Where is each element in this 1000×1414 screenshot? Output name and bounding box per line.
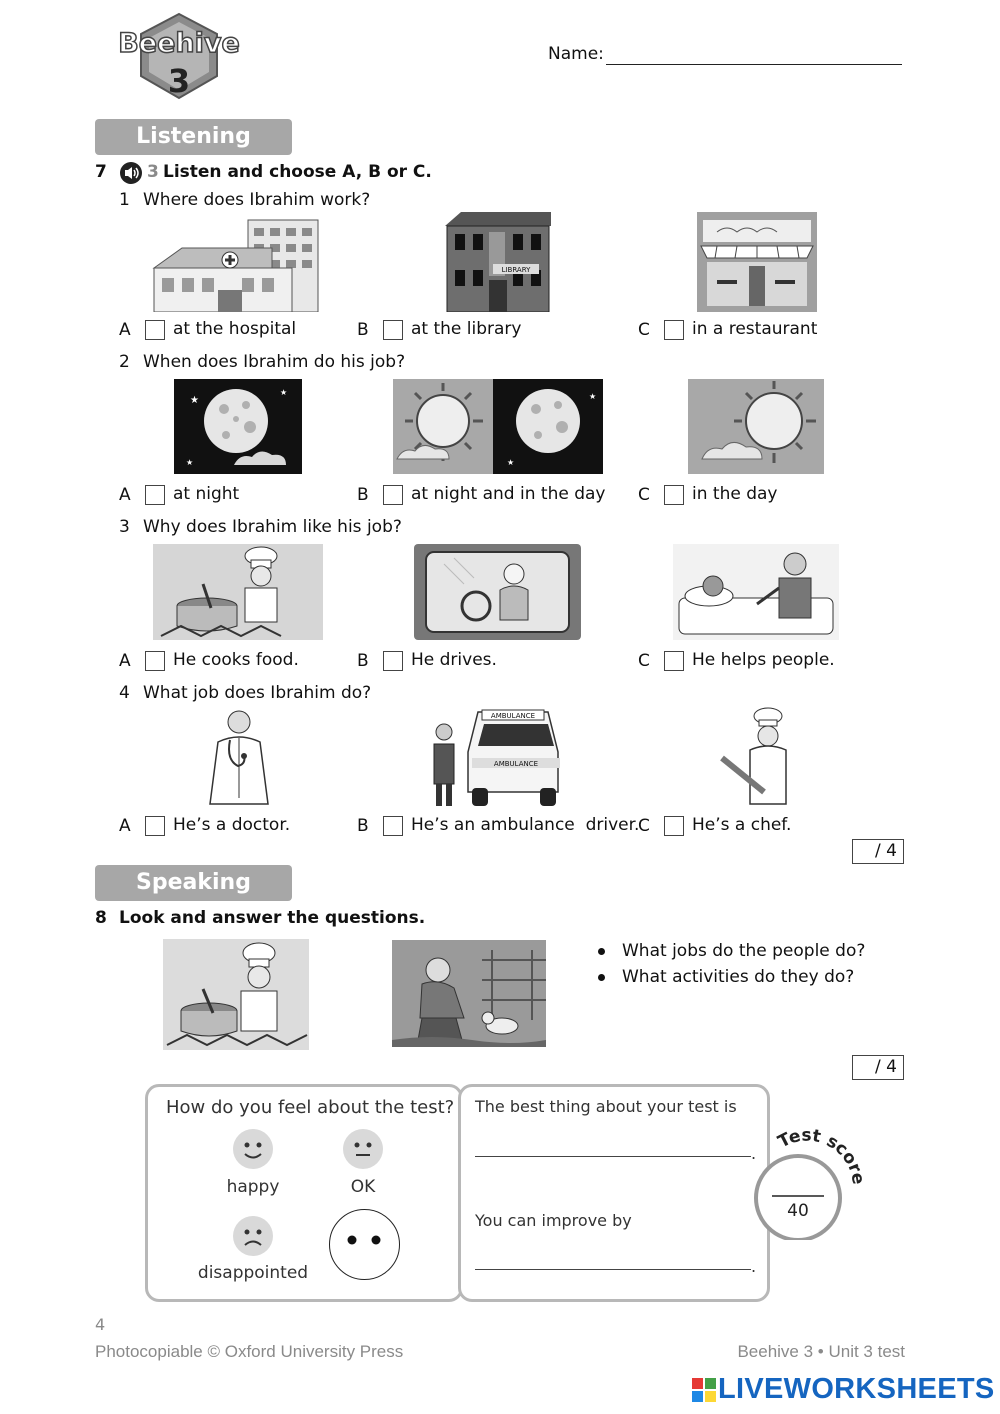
q2-option-a-letter: A <box>119 485 131 505</box>
q2-option-c-checkbox[interactable] <box>664 485 684 505</box>
q2-option-b-letter: B <box>357 485 369 505</box>
svg-text:★: ★ <box>190 395 199 406</box>
test-score-label: Test sco <box>774 1128 861 1169</box>
q3-option-a-checkbox[interactable] <box>145 651 165 671</box>
q4-option-c-letter: C <box>638 816 650 836</box>
library-sign: LIBRARY <box>501 266 531 274</box>
ambulance-roof-sign: AMBULANCE <box>490 712 536 720</box>
bullet-dot <box>598 948 605 955</box>
speaking-farmer-picture <box>392 940 546 1047</box>
q1-option-a-letter: A <box>119 320 131 340</box>
question-3-text: Why does Ibrahim like his job? <box>143 517 402 537</box>
q1-option-b-checkbox[interactable] <box>383 320 403 340</box>
question-2-number: 2 <box>119 352 130 372</box>
q3-option-b-checkbox[interactable] <box>383 651 403 671</box>
q4-option-b-letter: B <box>357 816 369 836</box>
day-and-night-picture <box>393 379 603 474</box>
audio-speaker-icon[interactable] <box>119 161 143 185</box>
q4-option-b-text: He’s an ambulance driver. <box>411 815 640 835</box>
liveworksheets-brand[interactable]: LIVEWORKSHEETS <box>718 1373 995 1405</box>
q2-option-b-checkbox[interactable] <box>383 485 403 505</box>
ambulance-driver-picture <box>432 708 562 808</box>
feelings-title: How do you feel about the test? <box>166 1097 455 1118</box>
logo-number: 3 <box>167 62 191 100</box>
ok-label: OK <box>350 1177 376 1197</box>
chef-cooking-picture <box>153 544 323 640</box>
question-1-text: Where does Ibrahim work? <box>143 190 371 210</box>
q1-option-a-text: at the hospital <box>173 319 297 339</box>
question-3-number: 3 <box>119 517 130 537</box>
q3-option-b-text: He drives. <box>411 650 497 670</box>
q2-option-c-letter: C <box>638 485 650 505</box>
q2-option-a-checkbox[interactable] <box>145 485 165 505</box>
best-thing-label: The best thing about your test is <box>475 1097 737 1116</box>
helping-patient-picture <box>673 544 839 640</box>
q1-option-c-letter: C <box>638 320 650 340</box>
restaurant-picture <box>697 212 817 312</box>
q3-option-c-letter: C <box>638 651 650 671</box>
ambulance-front-sign: AMBULANCE <box>493 760 539 768</box>
q1-option-b-letter: B <box>357 320 369 340</box>
liveworksheets-logo-icon <box>692 1378 716 1402</box>
audio-track-number: 3 <box>147 162 159 182</box>
speaking-chef-picture <box>163 939 309 1050</box>
page-number: 4 <box>95 1315 106 1334</box>
question-2-text: When does Ibrahim do his job? <box>143 352 406 372</box>
improve-line[interactable] <box>475 1269 751 1270</box>
disappointed-label: disappointed <box>197 1263 309 1283</box>
exercise-8-instruction: Look and answer the questions. <box>119 908 426 928</box>
happy-label: happy <box>226 1177 280 1197</box>
q3-option-a-letter: A <box>119 651 131 671</box>
svg-text:★: ★ <box>186 458 194 467</box>
speaking-question-1: What jobs do the people do? <box>622 941 866 961</box>
q3-option-b-letter: B <box>357 651 369 671</box>
q4-option-b-checkbox[interactable] <box>383 816 403 836</box>
beehive-logo <box>113 12 245 102</box>
logo-word: Beehive <box>118 28 240 59</box>
best-thing-line[interactable] <box>475 1156 751 1157</box>
listening-score-box[interactable]: / 4 <box>852 839 904 864</box>
name-label: Name: <box>548 44 604 64</box>
q4-option-a-letter: A <box>119 816 131 836</box>
ok-face-icon[interactable] <box>343 1129 383 1169</box>
bullet-dot <box>598 974 605 981</box>
question-4-number: 4 <box>119 683 130 703</box>
hospital-picture <box>152 212 324 312</box>
listening-section-header: Listening <box>95 119 292 155</box>
q4-option-a-checkbox[interactable] <box>145 816 165 836</box>
q1-option-b-text: at the library <box>411 319 522 339</box>
question-4-text: What job does Ibrahim do? <box>143 683 372 703</box>
q3-option-c-checkbox[interactable] <box>664 651 684 671</box>
library-picture <box>445 210 551 312</box>
q3-option-c-text: He helps people. <box>692 650 835 670</box>
draw-your-face-circle[interactable] <box>329 1209 400 1280</box>
exercise-7-instruction: Listen and choose A, B or C. <box>163 162 432 182</box>
q4-option-c-checkbox[interactable] <box>664 816 684 836</box>
q4-option-a-text: He’s a doctor. <box>173 815 291 835</box>
speaking-section-header: Speaking <box>95 865 292 901</box>
copyright-text: Photocopiable © Oxford University Press <box>95 1342 404 1361</box>
svg-text:★: ★ <box>280 388 288 397</box>
exercise-8-number: 8 <box>95 908 107 928</box>
disappointed-face-icon[interactable] <box>233 1216 273 1256</box>
speaking-question-2: What activities do they do? <box>622 967 855 987</box>
best-thing-period: . <box>751 1144 757 1163</box>
improve-label: You can improve by <box>475 1211 632 1230</box>
q1-option-a-checkbox[interactable] <box>145 320 165 340</box>
q4-option-c-text: He’s a chef. <box>692 815 792 835</box>
chef-picture <box>716 706 796 806</box>
name-field-line[interactable] <box>606 64 902 65</box>
q1-option-c-text: in a restaurant <box>692 319 818 339</box>
q1-option-c-checkbox[interactable] <box>664 320 684 340</box>
q3-option-a-text: He cooks food. <box>173 650 299 670</box>
svg-text:★: ★ <box>507 458 515 467</box>
score-input-line[interactable] <box>772 1176 824 1196</box>
q2-option-b-text: at night and in the day <box>411 484 606 504</box>
improve-period: . <box>751 1257 757 1276</box>
exercise-7-number: 7 <box>95 162 107 182</box>
question-1-number: 1 <box>119 190 130 210</box>
svg-text:★: ★ <box>589 392 597 401</box>
q2-option-a-text: at night <box>173 484 240 504</box>
test-score-total: 40 <box>787 1201 809 1221</box>
day-picture <box>688 379 824 474</box>
q2-option-c-text: in the day <box>692 484 778 504</box>
unit-text: Beehive 3 • Unit 3 test <box>737 1342 905 1361</box>
night-picture <box>174 379 302 474</box>
speaking-score-box[interactable]: / 4 <box>852 1055 904 1080</box>
driver-picture <box>414 544 581 640</box>
happy-face-icon[interactable] <box>233 1129 273 1169</box>
doctor-picture <box>204 708 274 808</box>
